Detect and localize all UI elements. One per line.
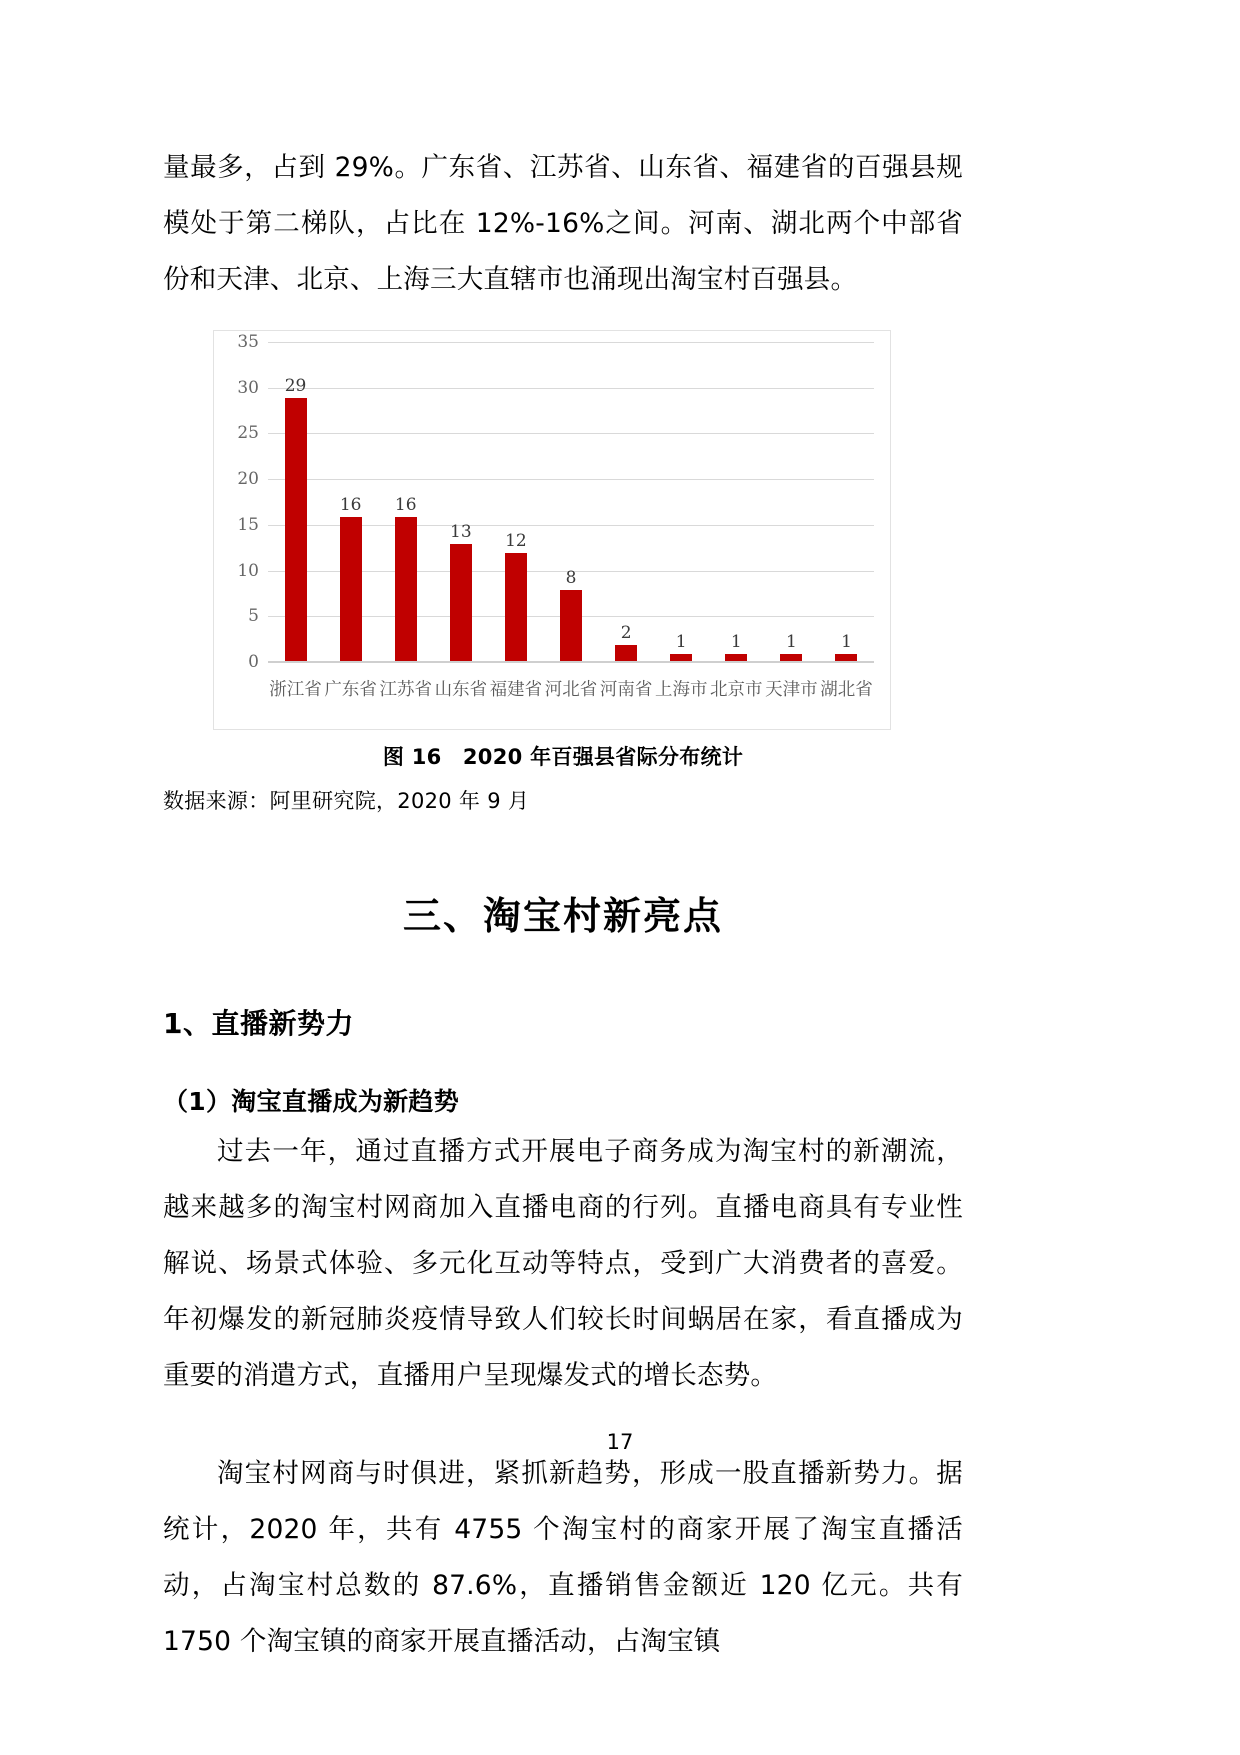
chart-plot-area [237, 332, 874, 672]
bar [395, 517, 417, 663]
y-tick-label: 0 [248, 652, 259, 672]
bar-value-label: 2 [620, 622, 632, 643]
x-tick-label: 河北省 [544, 680, 598, 700]
y-tick-label: 5 [248, 606, 259, 627]
x-tick-label: 天津市 [765, 680, 818, 700]
section-title: 三、淘宝村新亮点 [402, 894, 723, 938]
x-tick-label: 江苏省 [379, 680, 432, 700]
chart-bars [268, 343, 874, 663]
bar-value-label: 8 [565, 567, 577, 588]
body-paragraph-1: 过去一年，通过直播方式开展电子商务成为淘宝村的新潮流，越来越多的淘宝村网商加入直播电商的行列。直播电商具有专业性解说、场景式体验、多元化互动等特点，受到广大消费者的喜爱。年初爆发的新冠肺炎疫情导致人们较长时间蜗居在家，看直播成为重要的消遣方式，直播用户呈现爆发式的增长态势。 [163, 1136, 963, 1391]
x-tick-label: 河南省 [599, 680, 653, 700]
bar-chart [213, 330, 891, 730]
bar-group [819, 343, 874, 663]
x-tick-label: 广东省 [324, 680, 377, 700]
y-tick-label: 35 [237, 332, 259, 352]
subsection-title: 1、直播新势力 [163, 1007, 354, 1040]
subsubsection-title: （1）淘宝直播成为新趋势 [163, 1087, 459, 1116]
x-tick-label: 山东省 [434, 680, 488, 700]
bar-group [654, 343, 709, 663]
y-tick-label: 10 [237, 560, 259, 581]
bar-group [543, 343, 598, 663]
chart-x-tick-labels [268, 676, 874, 701]
bar-value-label: 29 [284, 375, 307, 396]
bar-value-label: 13 [450, 522, 472, 543]
x-tick-label: 上海市 [654, 680, 708, 700]
y-tick-label: 15 [237, 514, 259, 535]
body-paragraph-2: 淘宝村网商与时俱进，紧抓新趋势，形成一股直播新势力。据统计，2020 年，共有 4755 个淘宝村的商家开展了淘宝直播活动，占淘宝村总数的 87.6%，直播销售金额近 120 亿元。共有 1750 个淘宝镇的商家开展直播活动，占淘宝镇 [163, 1458, 963, 1657]
bar-value-label: 1 [730, 631, 742, 652]
bar-group [764, 343, 819, 663]
top-paragraph: 量最多，占到 29%。广东省、江苏省、山东省、福建省的百强县规模处于第二梯队，占比在 12%-16%之间。河南、湖北两个中部省份和天津、北京、上海三大直辖市也涌现出淘宝村百强县。 [163, 152, 963, 295]
page-content [163, 0, 963, 1670]
bar-group [709, 343, 764, 663]
bar [560, 590, 582, 663]
bar-group [433, 343, 488, 663]
bar-value-label: 1 [675, 631, 687, 652]
x-tick-label: 浙江省 [269, 680, 322, 700]
y-tick-label: 30 [237, 377, 259, 398]
bar-value-label: 16 [394, 494, 417, 515]
bar-group [268, 343, 323, 663]
figure-source: 数据来源：阿里研究院，2020 年 9 月 [163, 789, 530, 813]
bar-value-label: 1 [841, 631, 852, 652]
bar-value-label: 12 [505, 531, 527, 552]
x-tick-label: 北京市 [710, 680, 763, 700]
bar-group [378, 343, 433, 663]
page-number: 17 [606, 1430, 634, 1454]
y-tick-label: 25 [237, 423, 259, 444]
bar [285, 398, 307, 663]
figure-caption: 图 16 2020 年百强县省际分布统计 [382, 745, 744, 769]
bar [450, 544, 472, 663]
chart-x-axis [268, 661, 874, 663]
bar [340, 517, 362, 663]
bar-value-label: 1 [785, 631, 797, 652]
y-tick-label: 20 [237, 469, 259, 490]
bar [505, 553, 527, 663]
bar-value-label: 16 [339, 494, 362, 515]
bar-group [488, 343, 543, 663]
bar-group [599, 343, 654, 663]
bar-group [323, 343, 378, 663]
x-tick-label: 湖北省 [820, 680, 873, 700]
x-tick-label: 福建省 [489, 680, 543, 700]
